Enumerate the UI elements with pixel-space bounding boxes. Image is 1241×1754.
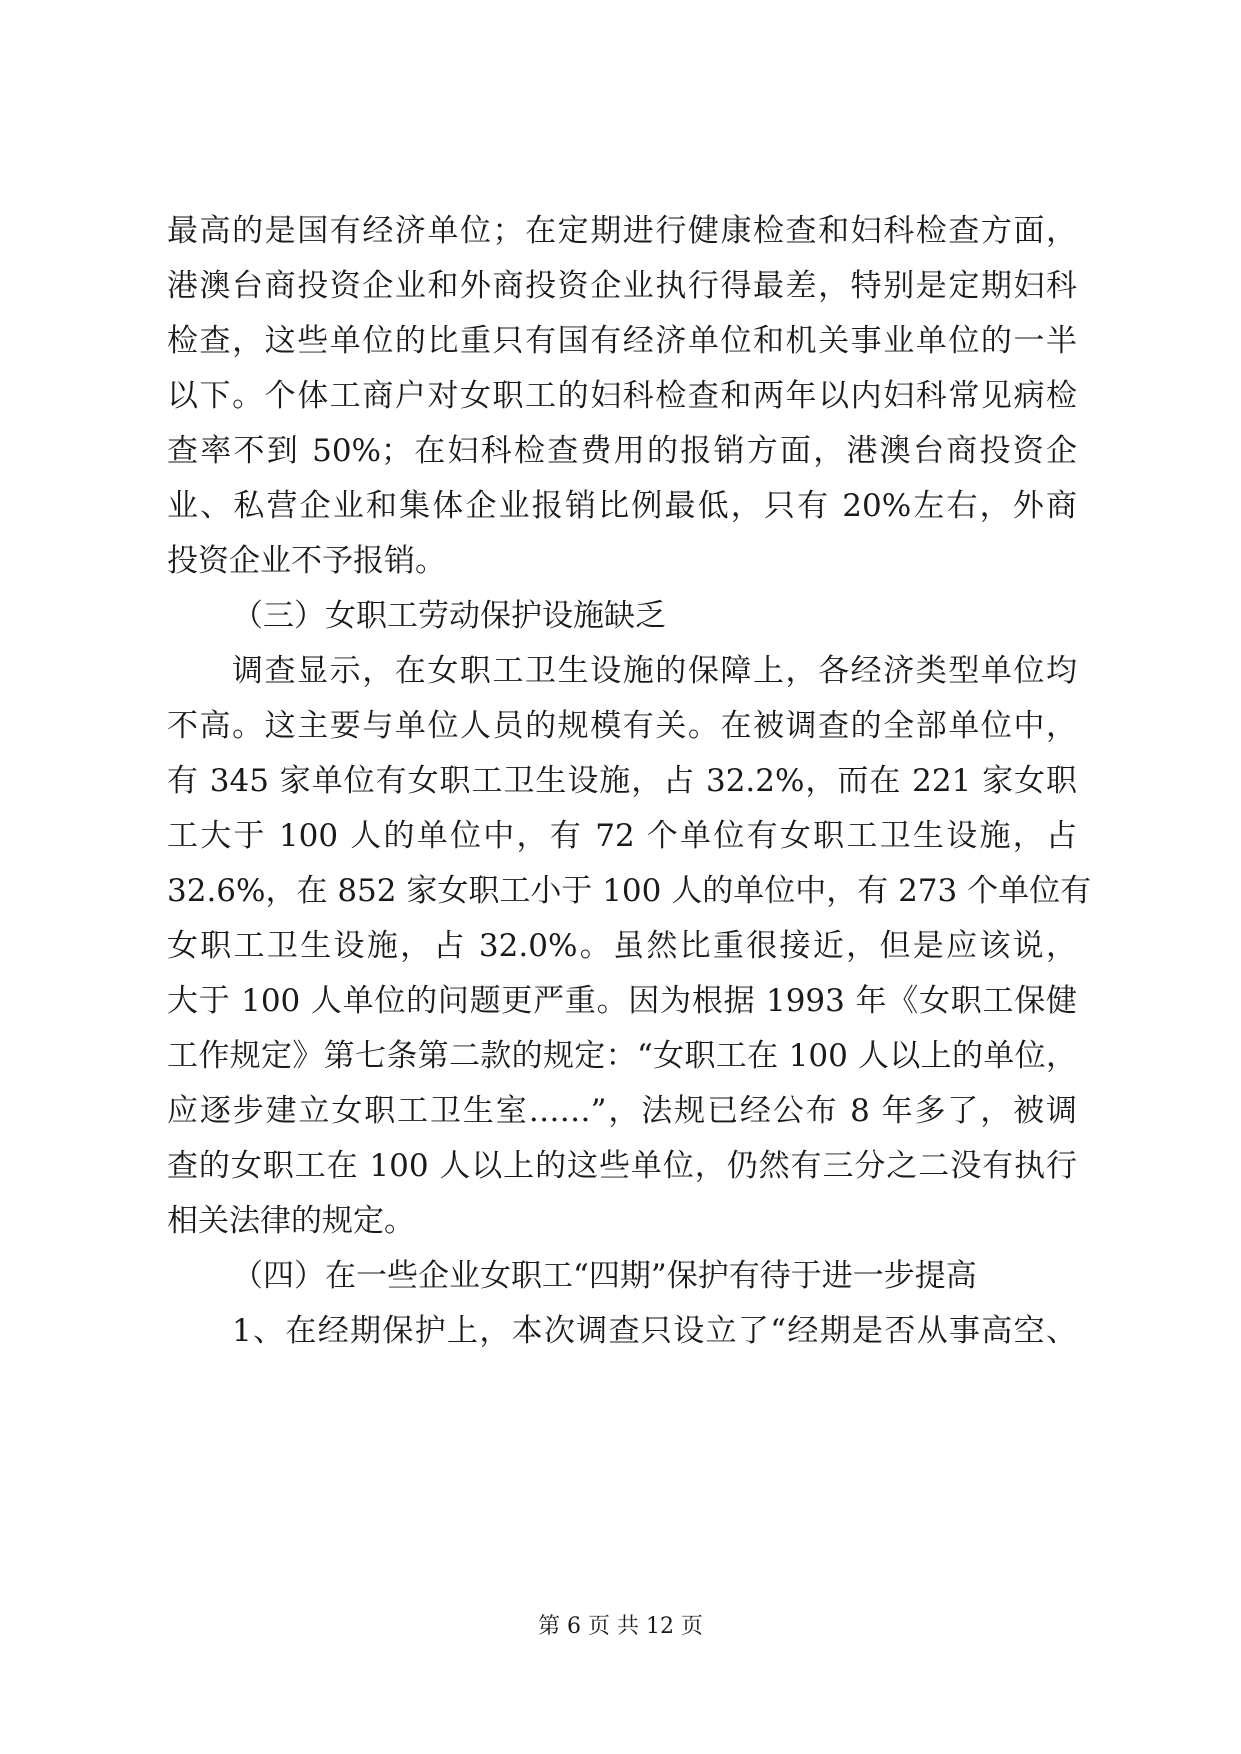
body-text-line: 业、私营企业和集体企业报销比例最低，只有 20%左右，外商 <box>167 488 1077 524</box>
body-text-line: 调查显示，在女职工卫生设施的保障上，各经济类型单位均 <box>232 653 1077 689</box>
body-text-line: 查率不到 50%；在妇科检查费用的报销方面，港澳台商投资企 <box>167 433 1077 469</box>
section-heading: （四）在一些企业女职工“四期”保护有待于进一步提高 <box>232 1258 977 1294</box>
body-text-line: 相关法律的规定。 <box>167 1203 415 1239</box>
page-number-footer: 第 6 页 共 12 页 <box>538 1614 703 1639</box>
body-text-line: 最高的是国有经济单位；在定期进行健康检查和妇科检查方面， <box>167 213 1077 249</box>
body-text-line: 工大于 100 人的单位中，有 72 个单位有女职工卫生设施，占 <box>167 818 1077 854</box>
body-text-line: 工作规定》第七条第二款的规定：“女职工在 100 人以上的单位， <box>167 1038 1077 1074</box>
body-text-line: 查的女职工在 100 人以上的这些单位，仍然有三分之二没有执行 <box>167 1148 1077 1184</box>
body-text-line: 应逐步建立女职工卫生室……”，法规已经公布 8 年多了，被调 <box>167 1093 1077 1129</box>
body-text-line: 1、在经期保护上，本次调查只设立了“经期是否从事高空、 <box>232 1313 1077 1349</box>
body-text-line: 投资企业不予报销。 <box>167 543 446 579</box>
body-text-line: 以下。个体工商户对女职工的妇科检查和两年以内妇科常见病检 <box>167 378 1077 414</box>
section-heading: （三）女职工劳动保护设施缺乏 <box>232 598 666 634</box>
body-text-line: 港澳台商投资企业和外商投资企业执行得最差，特别是定期妇科 <box>167 268 1077 304</box>
body-text-line: 检查，这些单位的比重只有国有经济单位和机关事业单位的一半 <box>167 323 1077 359</box>
body-text-line: 不高。这主要与单位人员的规模有关。在被调查的全部单位中， <box>167 708 1077 744</box>
body-text-line: 32.6%，在 852 家女职工小于 100 人的单位中，有 273 个单位有 <box>167 873 1092 909</box>
body-text-line: 女职工卫生设施，占 32.0%。虽然比重很接近，但是应该说， <box>167 928 1077 964</box>
body-text-line: 有 345 家单位有女职工卫生设施，占 32.2%，而在 221 家女职 <box>167 763 1077 799</box>
body-text-line: 大于 100 人单位的问题更严重。因为根据 1993 年《女职工保健 <box>167 983 1077 1019</box>
